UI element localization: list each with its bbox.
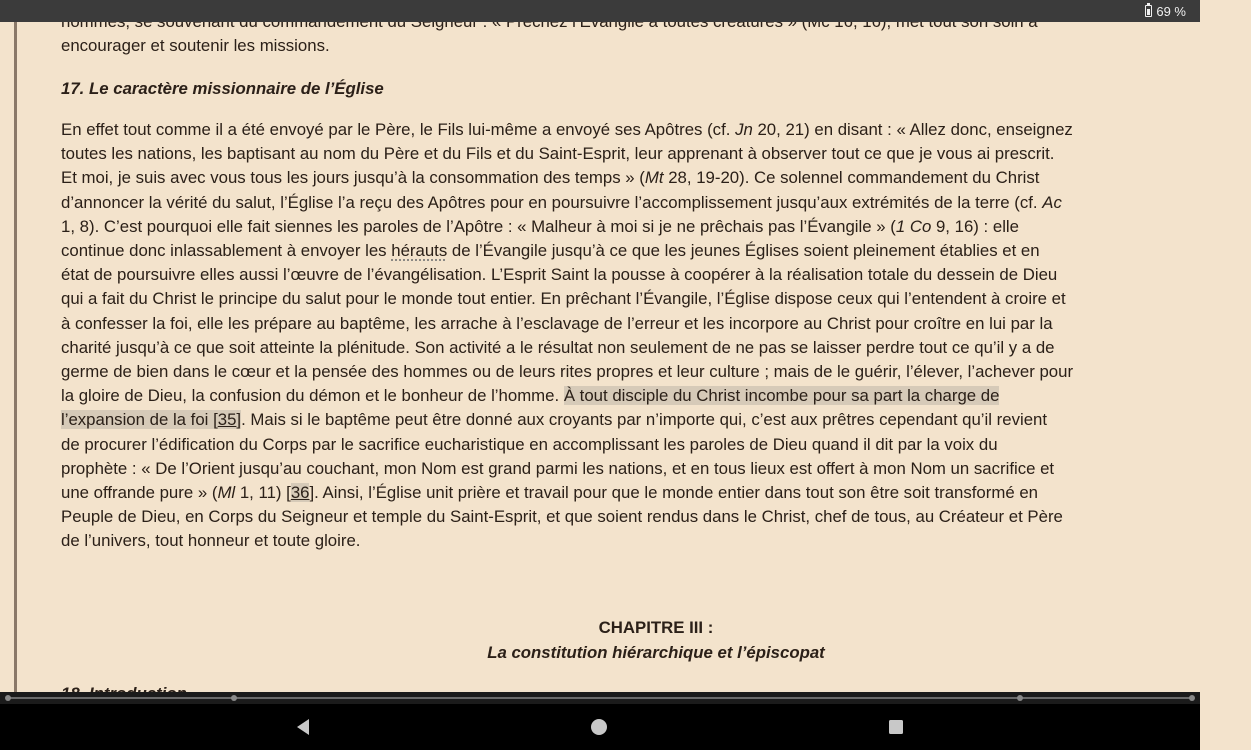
battery-icon [1145, 5, 1152, 17]
text-line: En effet tout comme il a été envoyé par le Père, le Fils lui-même a envoyé ses Apôtres (cf. Jn 20, 21) en disant : « Allez donc, enseignez [61, 120, 1073, 139]
chapter-subtitle: La constitution hiérarchique et l’épiscopat [487, 643, 825, 662]
text-line: continue donc inlassablement à envoyer les hérauts de l’Évangile jusqu’à ce que les jeunes Églises soient pleinement établies et en [61, 241, 1040, 261]
status-bar [0, 0, 1200, 22]
footnote-link-35[interactable]: 35 [217, 410, 237, 430]
text-line: l’expansion de la foi [35]. Mais si le baptême peut être donné aux croyants par n’importe qui, c’est aux prêtres cependant qu’il revient [61, 410, 1048, 430]
home-circle-icon [590, 718, 608, 736]
section-title: 17. Le caractère missionnaire de l’Église [61, 79, 384, 98]
page-scrubber[interactable] [0, 692, 1200, 704]
scrubber-track[interactable] [8, 697, 1192, 699]
back-button[interactable] [292, 716, 314, 738]
battery-indicator [1145, 3, 1186, 19]
scrubber-marker [1017, 695, 1023, 701]
scrubber-marker [231, 695, 237, 701]
text-line: à confesser la foi, elle les prépare au baptême, les arrache à l’esclavage de l’erreur et les incorpore au Christ pour croître en lui par la [61, 313, 1053, 333]
text-line: état de poursuivre elles aussi l’œuvre de l’évangélisation. L’Esprit Saint la pousse à coopérer à la réalisation totale du dessein de Dieu [61, 265, 1058, 285]
battery-percentage: 69 % [1156, 3, 1186, 19]
text-line: la gloire de Dieu, la confusion du démon et le bonheur de l’homme. À tout disciple du Christ incombe pour sa part la charge de [61, 386, 1000, 406]
text-line: germe de bien dans le cœur et la pensée des hommes ou de leurs rites propres et leur culture ; mais de le guérir, l’élever, l’achever pour [61, 362, 1074, 382]
text-line: de procurer l’édification du Corps par le sacrifice eucharistique en accomplissant les paroles de Dieu quand il dit par la voix du [61, 434, 998, 454]
footnote-link-36[interactable]: 36 [290, 483, 310, 503]
text-line: Peuple de Dieu, en Corps du Seigneur et temple du Saint-Esprit, et que soient rendus dans le Christ, chef de tous, au Créateur et Père [61, 507, 1063, 527]
chapter-title: CHAPITRE III : [598, 618, 714, 637]
text-line: d’annoncer la vérité du salut, l’Église l’a reçu des Apôtres pour en poursuivre l’accomplissement jusqu’aux extrémités de la terre (cf. Ac [61, 192, 1062, 212]
text-line: de l’univers, tout honneur et toute gloire. [61, 531, 361, 551]
text-line: toutes les nations, les baptisant au nom du Père et du Fils et du Saint-Esprit, leur apprenant à observer tout ce que je vous ai prescrit. [61, 144, 1055, 164]
text-line: Et moi, je suis avec vous tous les jours jusqu’à la consommation des temps » (Mt 28, 19-20). Ce solennel commandement du Christ [61, 168, 1040, 188]
text-selection[interactable]: À tout disciple du Christ incombe pour sa part la charge de [563, 386, 1000, 406]
navigation-bar [0, 704, 1200, 750]
spellcheck-word[interactable]: hérauts [391, 241, 448, 261]
text-selection[interactable]: l’expansion de la foi [35] [61, 410, 242, 430]
text-line: prophète : « De l’Orient jusqu’au couchant, mon Nom est grand parmi les nations, et en tous lieux est offert à mon Nom un sacrifice et [61, 458, 1055, 478]
text-line: qui a fait du Christ le principe du salut pour le monde tout entier. En prêchant l’Évangile, l’Église dispose ceux qui l’entendent à croire et [61, 289, 1066, 309]
text-line: 1, 8). C’est pourquoi elle fait siennes les paroles de l’Apôtre : « Malheur à moi si je ne prêchais pas l’Évangile » (1 Co 9, 16) : elle [61, 216, 1019, 236]
home-button[interactable] [588, 716, 610, 738]
body-paragraph [61, 118, 1133, 554]
back-triangle-icon [295, 718, 311, 736]
recents-square-icon [888, 719, 904, 735]
text-line: charité jusqu’à ce que soit atteinte la plénitude. Son activité a le résultat non seulement de ne pas se laisser perdre tout ce qu’il y a de [61, 337, 1055, 357]
text-line: une offrande pure » (Ml 1, 11) [36]. Ainsi, l’Église unit prière et travail pour que le monde entier dans tout son être soit transformé en [61, 483, 1038, 503]
recents-button[interactable] [885, 716, 907, 738]
scrubber-marker [5, 695, 11, 701]
page-margin-line [14, 0, 17, 692]
scrubber-marker [1189, 695, 1195, 701]
previous-paragraph-end: encourager et soutenir les missions. [61, 36, 330, 55]
